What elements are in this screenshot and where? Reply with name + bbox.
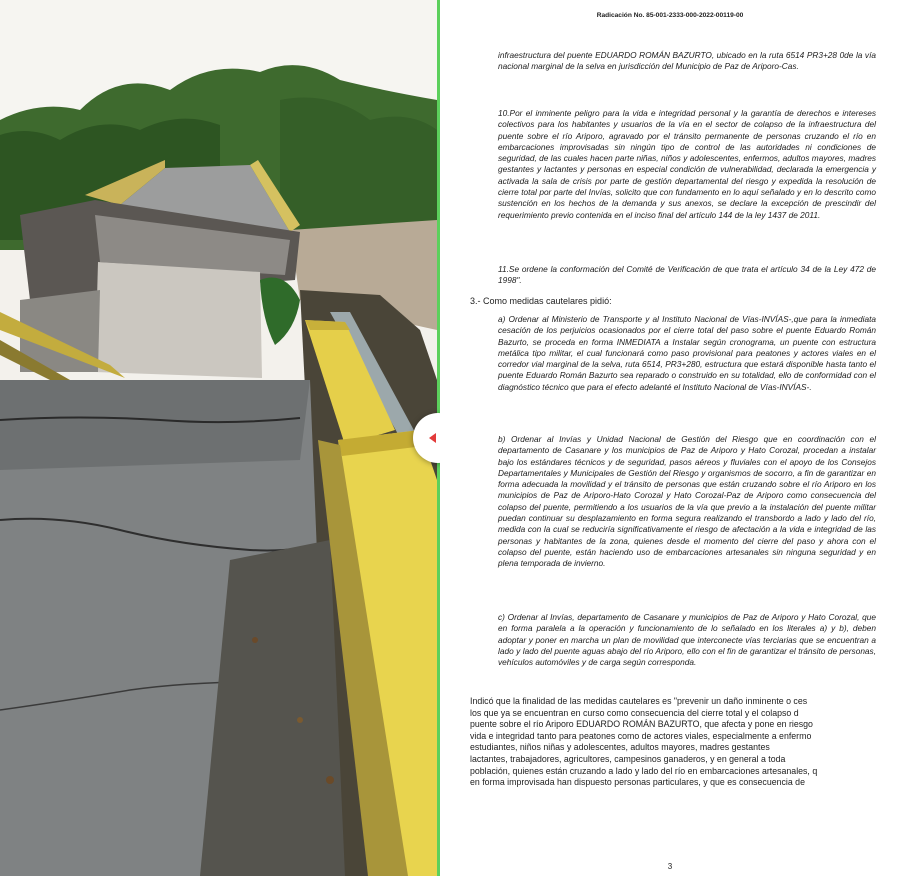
section-heading-3: 3.- Como medidas cautelares pidió: — [470, 296, 612, 306]
document-header: Radicación No. 85-001-2333-000-2022-00119-00 — [596, 12, 744, 19]
final-line: estudiantes, niños niñas y adolescentes, adultos mayores, madres gestantes — [470, 742, 770, 753]
paragraph-intro: infraestructura del puente EDUARDO ROMÁN BAZURTO, ubicado en la ruta 6514 PR3+28 0de la vía nacional marginal de la selva en jurisdicción del Municipio de Paz de Ariporo-Cas. — [498, 50, 876, 72]
arrow-left-icon — [429, 433, 436, 443]
page-number: 3 — [667, 862, 673, 871]
final-line: población, quienes están cruzando a lado y lado del río en embarcaciones artesanales, q — [470, 765, 818, 776]
measure-b: b) Ordenar al Invías y Unidad Nacional de Gestión del Riesgo que en coordinación con el departamento de Casanare y los municipios de Paz de Ariporo y Hato Corozal, procedan a instalar bajo los estándares técnicos y de seguridad, pasos aéreos y fluviales con el apoyo de los Consejos Departamentales y Municipales de Gestión del Riesgo y organismos de socorro, a fin de garantizar en forma adecuada la movilidad y el tránsito de personas que están cruzando sobre el río Ariporo en los municipios de Paz de Ariporo-Hato Corozal y Hato Corozal-Paz de Ariporo como consecuencia del colapso del puente, permitiendo a los usuarios de la vía que previo a la instalación del puente militar puedan continuar su desplazamiento en forma segura realizando el transbordo a lado y lado del río, medida con la cual se reduciría significativamente el riesgo de afectación a la vida e integridad de las personas y habitantes de la zona, quienes desde el momento del cierre del paso y ahora con el colapso del puente, están haciendo uso de embarcaciones artesanales sin ninguna seguridad y en plena temporada de invierno. — [498, 434, 876, 569]
document-page — [440, 0, 900, 876]
final-line: lactantes, trabajadores, agricultores, campesinos ganaderos, y en general a toda — [470, 753, 786, 764]
paragraph-10: 10.Por el inminente peligro para la vida e integridad personal y la garantía de derechos e intereses colectivos para los habitantes y usuarios de la vía en el sector de colapso de la infraestructura del puente sobre el río Ariporo, agravado por el tránsito permanente de personas cruzando el río en embarcaciones improvisadas sin ningún tipo de control de las autoridades ni condiciones de seguridad, de las cuales hacen parte niñas, niños y adolescentes, enfermos, adultos mayores, madres gestantes y lactantes y personas en especial condición de vulnerabilidad, declarada la emergencia y activada la sala de crisis por parte de gestión departamental del riesgo y expedida la resolución de cierre total por parte del Invías, solicito que con fundamento en lo aquí señalado y en lo descrito como sustención en los hechos de la demanda y sus anexos, se declare la excepción de prescindir del requerimiento previo contenida en el inciso final del artículo 144 de la ley 1437 de 2011. — [498, 108, 876, 220]
paragraph-final — [470, 696, 900, 789]
measure-c: c) Ordenar al Invías, departamento de Casanare y municipios de Paz de Ariporo y Hato Corozal, que en forma paralela a la operación y funcionamiento de lo señalado en los literales a) y b), deben adoptar y poner en marcha un plan de movilidad que interconecte vías terciarias que se encuentran a lado y lado del puente aguas abajo del río Ariporo, ello con el fin de garantizar el tránsito de personas, vehículos automóviles y de carga según corresponda. — [498, 612, 876, 668]
final-line: vida e integridad tanto para peatones como de actores viales, especialmente a enfermo — [470, 730, 812, 741]
final-line: en forma improvisada han dispuesto personas particulares, y que es consecuencia de — [470, 777, 805, 788]
final-line: los que ya se encuentran en curso como consecuencia del cierre total y el colapso d — [470, 707, 799, 718]
measure-a: a) Ordenar al Ministerio de Transporte y al Instituto Nacional de Vías-INVÍAS-,que para la inmediata cesación de los perjuicios ocasionados por el cierre total del paso sobre el puente Eduardo Román Bazurto, se proceda en forma INMEDIATA a Instalar según cronograma, un puente con estructura metálica tipo militar, el cual funcionará como paso provisional para peatones y actores viales en el corredor vial marginal de la selva, ruta 6514, PR3+280, estructura que estará disponible hasta tanto el puente Eduardo Román Bazurto sea reparado o construido en su totalidad, ello de conformidad con el diagnóstico técnico que para el efecto adelanté el Instituto Nacional de Vías-INVÍAS-. — [498, 314, 876, 392]
paragraph-11: 11.Se ordene la conformación del Comité de Verificación de que trata el artículo 34 de la Ley 472 de 1998". — [498, 264, 876, 286]
bridge-photo — [0, 0, 437, 876]
collapsed-bridge-image — [0, 0, 437, 876]
final-line: Indicó que la finalidad de las medidas cautelares es "prevenir un daño inminente o ces — [470, 696, 808, 706]
final-line: puente sobre el río Ariporo EDUARDO ROMÁN BAZURTO, que afecta y pone en riesgo — [470, 719, 813, 730]
